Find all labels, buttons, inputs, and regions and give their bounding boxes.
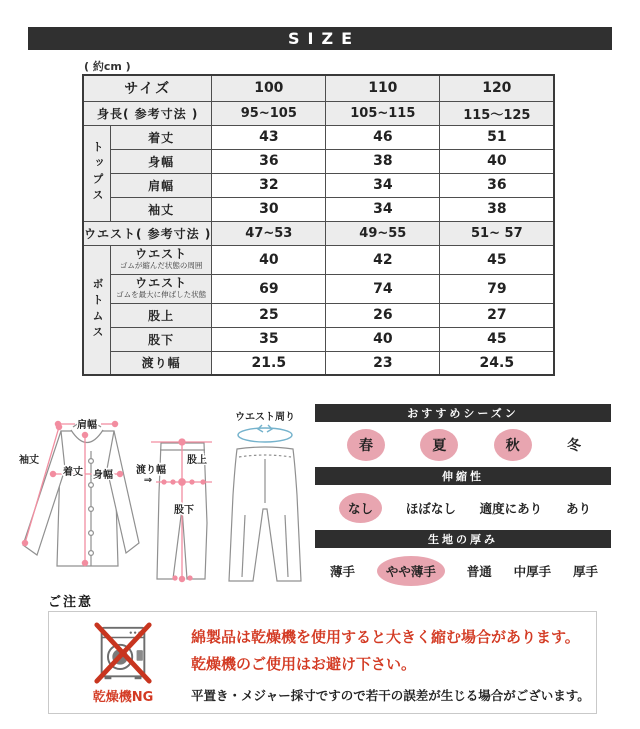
waist-around-label: ウエスト周り — [235, 412, 295, 423]
measure-value: 26 — [326, 303, 440, 327]
sleeve-length-label: 袖丈 — [19, 455, 39, 466]
measure-row-label: 身幅 — [111, 149, 212, 173]
measure-value: 34 — [326, 173, 440, 197]
measure-value: 38 — [440, 197, 555, 221]
unit-note: ( 約cm ) — [84, 60, 131, 73]
measure-row-label: 股下 — [111, 327, 212, 351]
thickness-option: 中厚手 — [513, 563, 552, 579]
measure-row-label: ウエスト ゴムを最大に伸ばした状態 — [111, 274, 212, 303]
body-length-label: 着丈 — [63, 467, 83, 478]
thigh-width-arrow: ⇒ — [143, 475, 153, 486]
season-options — [315, 422, 611, 467]
stretch-option: 適度にあり — [479, 500, 543, 516]
warning-line-1: 綿製品は乾燥機を使用すると大きく縮む場合があります。 — [191, 628, 580, 646]
season-option: 夏 — [420, 429, 458, 461]
measure-row-label: 袖丈 — [111, 197, 212, 221]
measure-row-sublabel: ゴムを最大に伸ばした状態 — [116, 290, 207, 300]
measure-value: 32 — [212, 173, 326, 197]
bottoms-group-label: ボトムス — [83, 245, 111, 375]
size-table — [82, 74, 555, 376]
measure-value: 36 — [440, 173, 555, 197]
measure-value: 30 — [212, 197, 326, 221]
size-banner — [28, 27, 612, 50]
shoulder-width-label: 肩幅 — [77, 420, 97, 431]
thickness-option: 厚手 — [572, 563, 598, 579]
season-option: 秋 — [494, 429, 532, 461]
pants-front-drawing — [229, 447, 301, 581]
dryer-ng-label: 乾燥機NG — [92, 690, 154, 705]
stretch-option: あり — [565, 500, 591, 516]
measurement-diagram — [15, 403, 315, 602]
size-col-100: 100 — [212, 75, 326, 101]
measure-value: 40 — [212, 245, 326, 274]
pajama-top-drawing — [23, 422, 139, 567]
thickness-option: 薄手 — [330, 563, 356, 579]
season-option: 春 — [347, 429, 385, 461]
size-banner-title: SIZE — [287, 29, 360, 48]
measure-row-label: 股上 — [111, 303, 212, 327]
height-row-label: 身長( 参考寸法 ) — [83, 101, 212, 125]
measure-value: 45 — [440, 245, 555, 274]
stretch-option: なし — [339, 493, 382, 523]
thickness-header: 生地の厚み — [315, 530, 611, 548]
stretch-option: ほぼなし — [405, 500, 456, 516]
measure-row-label: ウエスト ゴムが縮んだ状態の周囲 — [111, 245, 212, 274]
tops-group-label: トップス — [83, 125, 111, 221]
height-value: 95~105 — [212, 101, 326, 125]
measure-value: 23 — [326, 351, 440, 375]
notice-heading: ご注意 — [48, 595, 94, 610]
height-value: 105~115 — [326, 101, 440, 125]
thigh-width-label: 渡り幅 — [136, 465, 166, 476]
inseam-label: 股下 — [174, 505, 194, 516]
size-table-header-label: サイズ — [83, 75, 212, 101]
notice-text — [191, 622, 590, 704]
measure-value: 42 — [326, 245, 440, 274]
measure-value: 45 — [440, 327, 555, 351]
measure-value: 25 — [212, 303, 326, 327]
measure-value: 34 — [326, 197, 440, 221]
dryer-ng-block — [79, 622, 167, 705]
measure-value: 35 — [212, 327, 326, 351]
measure-value: 24.5 — [440, 351, 555, 375]
measure-value: 51 — [440, 125, 555, 149]
measure-row-sublabel: ゴムが縮んだ状態の周囲 — [119, 261, 203, 271]
body-width-label: 身幅 — [93, 470, 113, 481]
waist-value: 47~53 — [212, 221, 326, 245]
measure-value: 38 — [326, 149, 440, 173]
measure-value: 79 — [440, 274, 555, 303]
measure-value: 40 — [440, 149, 555, 173]
measure-value: 46 — [326, 125, 440, 149]
measure-value: 69 — [212, 274, 326, 303]
season-option: 冬 — [566, 437, 581, 454]
measure-value: 43 — [212, 125, 326, 149]
garment-diagram-svg — [15, 403, 315, 598]
size-col-110: 110 — [326, 75, 440, 101]
attribute-panel — [315, 404, 611, 593]
thickness-options — [315, 548, 611, 593]
waist-around-arrow — [238, 425, 292, 442]
waist-row-label: ウエスト( 参考寸法 ) — [83, 221, 212, 245]
stretch-header: 伸縮性 — [315, 467, 611, 485]
thickness-option: 普通 — [466, 563, 492, 579]
measure-value: 27 — [440, 303, 555, 327]
rise-label: 股上 — [187, 455, 207, 466]
measure-row-label: 着丈 — [111, 125, 212, 149]
stretch-options — [315, 485, 611, 530]
thickness-option: やや薄手 — [377, 556, 445, 586]
measure-note: 平置き・メジャー採寸ですので若干の誤差が生じる場合がございます。 — [191, 688, 590, 703]
measure-value: 21.5 — [212, 351, 326, 375]
waist-value: 49~55 — [326, 221, 440, 245]
notice-box — [48, 611, 597, 714]
measure-value: 74 — [326, 274, 440, 303]
measure-value: 40 — [326, 327, 440, 351]
measure-row-label: 肩幅 — [111, 173, 212, 197]
season-header: おすすめシーズン — [315, 404, 611, 422]
warning-line-2: 乾燥機のご使用はお避け下さい。 — [191, 655, 417, 673]
size-col-120: 120 — [440, 75, 555, 101]
measure-row-label: 渡り幅 — [111, 351, 212, 375]
waist-value: 51~ 57 — [440, 221, 555, 245]
height-value: 115〜125 — [440, 101, 555, 125]
no-dryer-icon — [92, 622, 154, 686]
measure-value: 36 — [212, 149, 326, 173]
